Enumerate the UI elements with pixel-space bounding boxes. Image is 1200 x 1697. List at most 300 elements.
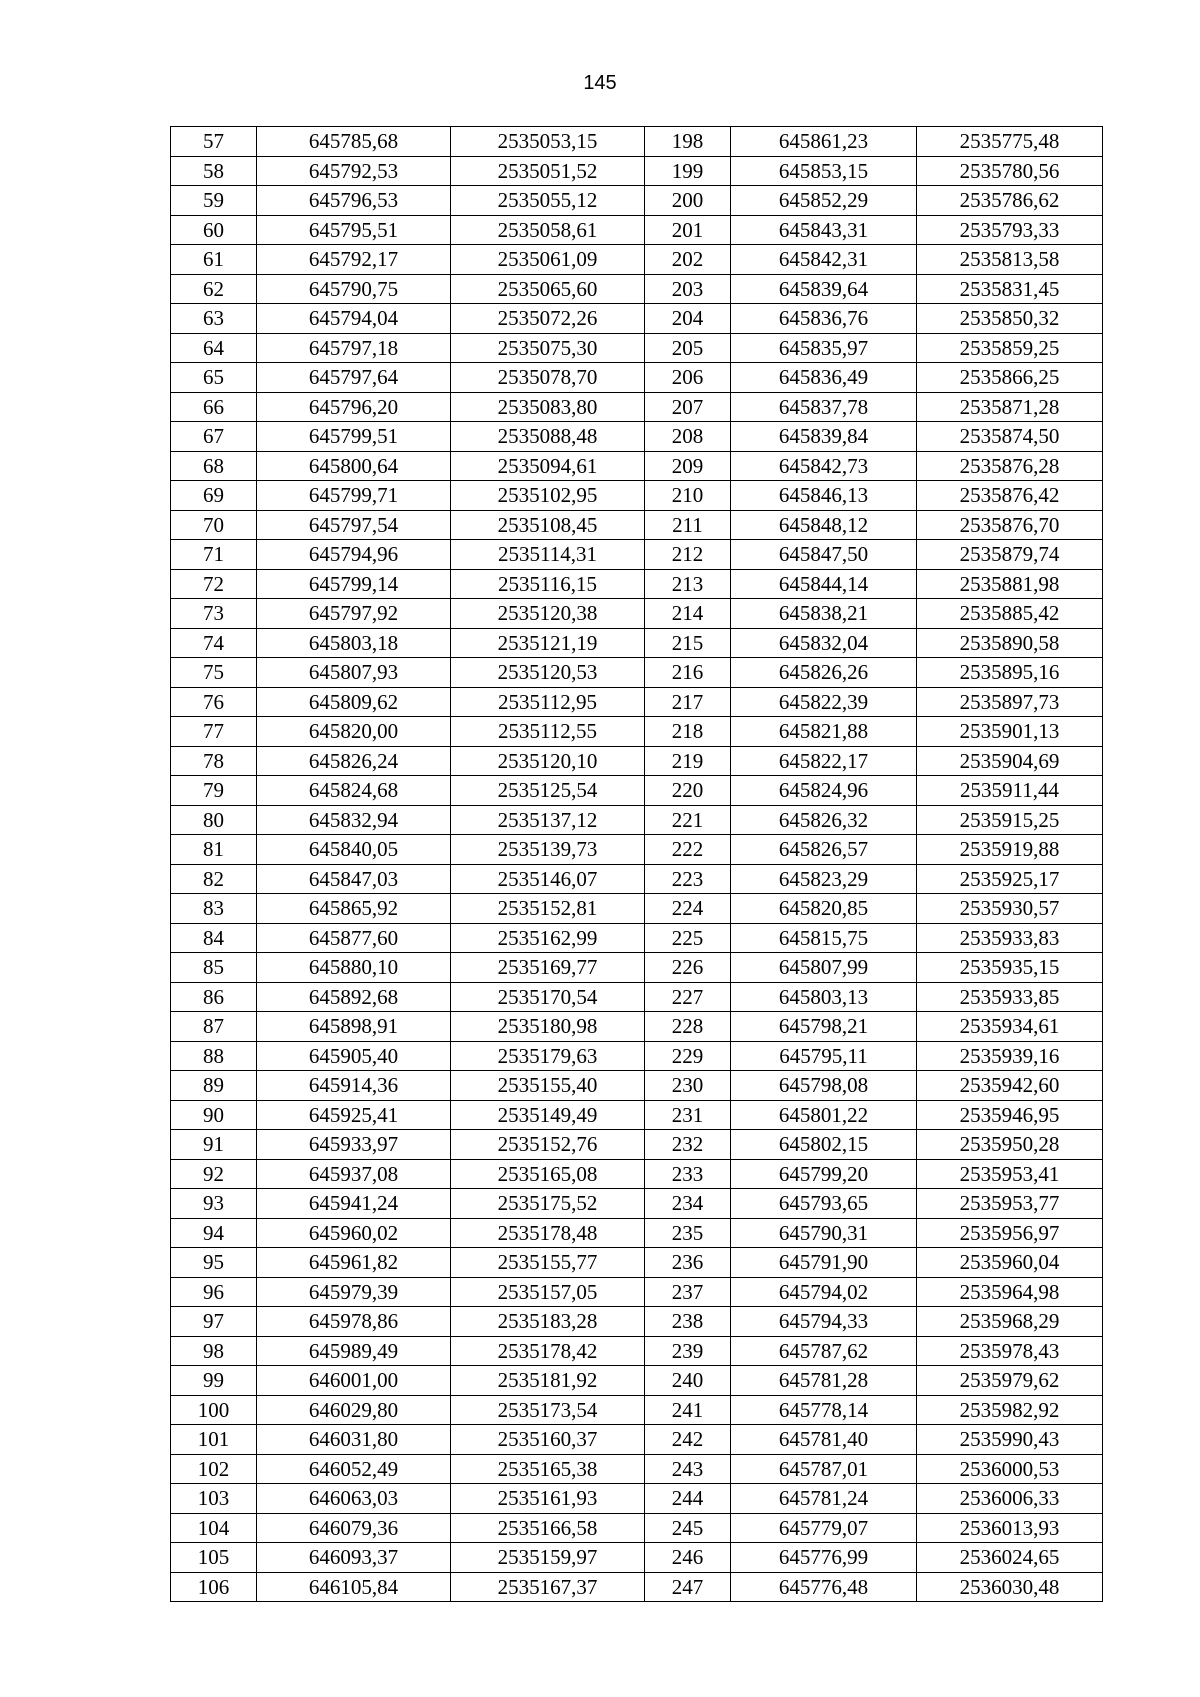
point-number-cell: 101 xyxy=(171,1425,257,1455)
y-coordinate-cell: 2535874,50 xyxy=(917,422,1103,452)
point-number-cell: 93 xyxy=(171,1189,257,1219)
y-coordinate-cell: 2536024,65 xyxy=(917,1543,1103,1573)
y-coordinate-cell: 2535179,63 xyxy=(451,1041,645,1071)
y-coordinate-cell: 2535120,53 xyxy=(451,658,645,688)
point-number-cell: 223 xyxy=(645,864,731,894)
x-coordinate-cell: 645787,01 xyxy=(731,1454,917,1484)
y-coordinate-cell: 2535930,57 xyxy=(917,894,1103,924)
x-coordinate-cell: 645832,04 xyxy=(731,628,917,658)
y-coordinate-cell: 2535125,54 xyxy=(451,776,645,806)
y-coordinate-cell: 2535139,73 xyxy=(451,835,645,865)
page-number: 145 xyxy=(583,72,617,94)
x-coordinate-cell: 645960,02 xyxy=(257,1218,451,1248)
y-coordinate-cell: 2535178,48 xyxy=(451,1218,645,1248)
x-coordinate-cell: 645824,68 xyxy=(257,776,451,806)
y-coordinate-cell: 2535152,76 xyxy=(451,1130,645,1160)
y-coordinate-cell: 2535108,45 xyxy=(451,510,645,540)
x-coordinate-cell: 645826,57 xyxy=(731,835,917,865)
table-row xyxy=(171,982,1103,1012)
table-row xyxy=(171,1513,1103,1543)
y-coordinate-cell: 2535901,13 xyxy=(917,717,1103,747)
table-row xyxy=(171,717,1103,747)
point-number-cell: 103 xyxy=(171,1484,257,1514)
y-coordinate-cell: 2535167,37 xyxy=(451,1572,645,1602)
y-coordinate-cell: 2535953,77 xyxy=(917,1189,1103,1219)
point-number-cell: 244 xyxy=(645,1484,731,1514)
x-coordinate-cell: 645836,76 xyxy=(731,304,917,334)
x-coordinate-cell: 645796,53 xyxy=(257,186,451,216)
x-coordinate-cell: 645792,17 xyxy=(257,245,451,275)
table-row xyxy=(171,304,1103,334)
point-number-cell: 99 xyxy=(171,1366,257,1396)
point-number-cell: 71 xyxy=(171,540,257,570)
x-coordinate-cell: 645824,96 xyxy=(731,776,917,806)
x-coordinate-cell: 645795,11 xyxy=(731,1041,917,1071)
point-number-cell: 231 xyxy=(645,1100,731,1130)
table-row xyxy=(171,1484,1103,1514)
point-number-cell: 67 xyxy=(171,422,257,452)
table-row xyxy=(171,1543,1103,1573)
y-coordinate-cell: 2535061,09 xyxy=(451,245,645,275)
x-coordinate-cell: 645797,92 xyxy=(257,599,451,629)
x-coordinate-cell: 645791,90 xyxy=(731,1248,917,1278)
x-coordinate-cell: 645842,73 xyxy=(731,451,917,481)
y-coordinate-cell: 2535065,60 xyxy=(451,274,645,304)
point-number-cell: 106 xyxy=(171,1572,257,1602)
point-number-cell: 219 xyxy=(645,746,731,776)
y-coordinate-cell: 2535121,19 xyxy=(451,628,645,658)
point-number-cell: 61 xyxy=(171,245,257,275)
y-coordinate-cell: 2535831,45 xyxy=(917,274,1103,304)
x-coordinate-cell: 645905,40 xyxy=(257,1041,451,1071)
y-coordinate-cell: 2535911,44 xyxy=(917,776,1103,806)
y-coordinate-cell: 2535942,60 xyxy=(917,1071,1103,1101)
x-coordinate-cell: 645794,33 xyxy=(731,1307,917,1337)
y-coordinate-cell: 2535946,95 xyxy=(917,1100,1103,1130)
point-number-cell: 239 xyxy=(645,1336,731,1366)
table-row xyxy=(171,127,1103,157)
point-number-cell: 90 xyxy=(171,1100,257,1130)
x-coordinate-cell: 645861,23 xyxy=(731,127,917,157)
point-number-cell: 87 xyxy=(171,1012,257,1042)
point-number-cell: 98 xyxy=(171,1336,257,1366)
y-coordinate-cell: 2535175,52 xyxy=(451,1189,645,1219)
x-coordinate-cell: 645832,94 xyxy=(257,805,451,835)
y-coordinate-cell: 2535866,25 xyxy=(917,363,1103,393)
point-number-cell: 88 xyxy=(171,1041,257,1071)
y-coordinate-cell: 2535915,25 xyxy=(917,805,1103,835)
point-number-cell: 213 xyxy=(645,569,731,599)
table-row xyxy=(171,1100,1103,1130)
point-number-cell: 202 xyxy=(645,245,731,275)
x-coordinate-cell: 646052,49 xyxy=(257,1454,451,1484)
y-coordinate-cell: 2535876,28 xyxy=(917,451,1103,481)
point-number-cell: 228 xyxy=(645,1012,731,1042)
point-number-cell: 105 xyxy=(171,1543,257,1573)
point-number-cell: 96 xyxy=(171,1277,257,1307)
x-coordinate-cell: 646079,36 xyxy=(257,1513,451,1543)
x-coordinate-cell: 645880,10 xyxy=(257,953,451,983)
point-number-cell: 73 xyxy=(171,599,257,629)
x-coordinate-cell: 645933,97 xyxy=(257,1130,451,1160)
y-coordinate-cell: 2535786,62 xyxy=(917,186,1103,216)
x-coordinate-cell: 645785,68 xyxy=(257,127,451,157)
y-coordinate-cell: 2535919,88 xyxy=(917,835,1103,865)
point-number-cell: 210 xyxy=(645,481,731,511)
y-coordinate-cell: 2535083,80 xyxy=(451,392,645,422)
table-row xyxy=(171,1071,1103,1101)
point-number-cell: 221 xyxy=(645,805,731,835)
y-coordinate-cell: 2535181,92 xyxy=(451,1366,645,1396)
y-coordinate-cell: 2535053,15 xyxy=(451,127,645,157)
table-row xyxy=(171,1012,1103,1042)
y-coordinate-cell: 2535116,15 xyxy=(451,569,645,599)
x-coordinate-cell: 645803,13 xyxy=(731,982,917,1012)
x-coordinate-cell: 645961,82 xyxy=(257,1248,451,1278)
x-coordinate-cell: 645925,41 xyxy=(257,1100,451,1130)
x-coordinate-cell: 645978,86 xyxy=(257,1307,451,1337)
x-coordinate-cell: 645821,88 xyxy=(731,717,917,747)
x-coordinate-cell: 645941,24 xyxy=(257,1189,451,1219)
x-coordinate-cell: 645843,31 xyxy=(731,215,917,245)
table-row xyxy=(171,392,1103,422)
point-number-cell: 216 xyxy=(645,658,731,688)
table-row xyxy=(171,658,1103,688)
x-coordinate-cell: 645847,50 xyxy=(731,540,917,570)
point-number-cell: 247 xyxy=(645,1572,731,1602)
y-coordinate-cell: 2535178,42 xyxy=(451,1336,645,1366)
y-coordinate-cell: 2535982,92 xyxy=(917,1395,1103,1425)
y-coordinate-cell: 2535169,77 xyxy=(451,953,645,983)
x-coordinate-cell: 645803,18 xyxy=(257,628,451,658)
y-coordinate-cell: 2535102,95 xyxy=(451,481,645,511)
x-coordinate-cell: 645807,99 xyxy=(731,953,917,983)
x-coordinate-cell: 645781,40 xyxy=(731,1425,917,1455)
y-coordinate-cell: 2535935,15 xyxy=(917,953,1103,983)
point-number-cell: 220 xyxy=(645,776,731,806)
y-coordinate-cell: 2535990,43 xyxy=(917,1425,1103,1455)
table-row xyxy=(171,1189,1103,1219)
point-number-cell: 60 xyxy=(171,215,257,245)
point-number-cell: 57 xyxy=(171,127,257,157)
y-coordinate-cell: 2535925,17 xyxy=(917,864,1103,894)
x-coordinate-cell: 645826,26 xyxy=(731,658,917,688)
x-coordinate-cell: 646093,37 xyxy=(257,1543,451,1573)
point-number-cell: 241 xyxy=(645,1395,731,1425)
point-number-cell: 100 xyxy=(171,1395,257,1425)
x-coordinate-cell: 645776,99 xyxy=(731,1543,917,1573)
x-coordinate-cell: 645989,49 xyxy=(257,1336,451,1366)
y-coordinate-cell: 2535157,05 xyxy=(451,1277,645,1307)
y-coordinate-cell: 2535058,61 xyxy=(451,215,645,245)
table-row xyxy=(171,510,1103,540)
x-coordinate-cell: 645865,92 xyxy=(257,894,451,924)
point-number-cell: 104 xyxy=(171,1513,257,1543)
x-coordinate-cell: 645797,64 xyxy=(257,363,451,393)
y-coordinate-cell: 2535964,98 xyxy=(917,1277,1103,1307)
x-coordinate-cell: 645835,97 xyxy=(731,333,917,363)
y-coordinate-cell: 2535933,85 xyxy=(917,982,1103,1012)
x-coordinate-cell: 645846,13 xyxy=(731,481,917,511)
point-number-cell: 226 xyxy=(645,953,731,983)
x-coordinate-cell: 645815,75 xyxy=(731,923,917,953)
point-number-cell: 233 xyxy=(645,1159,731,1189)
y-coordinate-cell: 2535114,31 xyxy=(451,540,645,570)
x-coordinate-cell: 645798,21 xyxy=(731,1012,917,1042)
table-row xyxy=(171,805,1103,835)
x-coordinate-cell: 645807,93 xyxy=(257,658,451,688)
x-coordinate-cell: 646001,00 xyxy=(257,1366,451,1396)
table-row xyxy=(171,923,1103,953)
coordinates-table-body xyxy=(171,127,1103,1602)
table-row xyxy=(171,1336,1103,1366)
point-number-cell: 206 xyxy=(645,363,731,393)
point-number-cell: 72 xyxy=(171,569,257,599)
point-number-cell: 85 xyxy=(171,953,257,983)
y-coordinate-cell: 2535953,41 xyxy=(917,1159,1103,1189)
x-coordinate-cell: 645826,24 xyxy=(257,746,451,776)
table-row xyxy=(171,245,1103,275)
y-coordinate-cell: 2535149,49 xyxy=(451,1100,645,1130)
point-number-cell: 240 xyxy=(645,1366,731,1396)
table-row xyxy=(171,1218,1103,1248)
x-coordinate-cell: 646031,80 xyxy=(257,1425,451,1455)
x-coordinate-cell: 646063,03 xyxy=(257,1484,451,1514)
y-coordinate-cell: 2535120,10 xyxy=(451,746,645,776)
point-number-cell: 225 xyxy=(645,923,731,953)
y-coordinate-cell: 2535859,25 xyxy=(917,333,1103,363)
point-number-cell: 215 xyxy=(645,628,731,658)
point-number-cell: 246 xyxy=(645,1543,731,1573)
x-coordinate-cell: 645898,91 xyxy=(257,1012,451,1042)
coordinates-table xyxy=(170,126,1103,1602)
y-coordinate-cell: 2535897,73 xyxy=(917,687,1103,717)
point-number-cell: 199 xyxy=(645,156,731,186)
y-coordinate-cell: 2535112,95 xyxy=(451,687,645,717)
x-coordinate-cell: 645799,14 xyxy=(257,569,451,599)
point-number-cell: 58 xyxy=(171,156,257,186)
x-coordinate-cell: 645802,15 xyxy=(731,1130,917,1160)
y-coordinate-cell: 2535161,93 xyxy=(451,1484,645,1514)
x-coordinate-cell: 645839,84 xyxy=(731,422,917,452)
y-coordinate-cell: 2535968,29 xyxy=(917,1307,1103,1337)
x-coordinate-cell: 645937,08 xyxy=(257,1159,451,1189)
point-number-cell: 89 xyxy=(171,1071,257,1101)
y-coordinate-cell: 2535950,28 xyxy=(917,1130,1103,1160)
table-row xyxy=(171,864,1103,894)
point-number-cell: 84 xyxy=(171,923,257,953)
point-number-cell: 92 xyxy=(171,1159,257,1189)
point-number-cell: 237 xyxy=(645,1277,731,1307)
point-number-cell: 63 xyxy=(171,304,257,334)
x-coordinate-cell: 645847,03 xyxy=(257,864,451,894)
point-number-cell: 201 xyxy=(645,215,731,245)
table-row xyxy=(171,363,1103,393)
y-coordinate-cell: 2535072,26 xyxy=(451,304,645,334)
x-coordinate-cell: 645836,49 xyxy=(731,363,917,393)
point-number-cell: 224 xyxy=(645,894,731,924)
x-coordinate-cell: 645839,64 xyxy=(731,274,917,304)
point-number-cell: 79 xyxy=(171,776,257,806)
table-row xyxy=(171,599,1103,629)
x-coordinate-cell: 645842,31 xyxy=(731,245,917,275)
x-coordinate-cell: 645790,75 xyxy=(257,274,451,304)
x-coordinate-cell: 646029,80 xyxy=(257,1395,451,1425)
x-coordinate-cell: 645892,68 xyxy=(257,982,451,1012)
table-row xyxy=(171,1572,1103,1602)
x-coordinate-cell: 645790,31 xyxy=(731,1218,917,1248)
y-coordinate-cell: 2535051,52 xyxy=(451,156,645,186)
table-row xyxy=(171,776,1103,806)
table-row xyxy=(171,333,1103,363)
x-coordinate-cell: 646105,84 xyxy=(257,1572,451,1602)
y-coordinate-cell: 2535155,40 xyxy=(451,1071,645,1101)
x-coordinate-cell: 645794,04 xyxy=(257,304,451,334)
x-coordinate-cell: 645820,85 xyxy=(731,894,917,924)
point-number-cell: 214 xyxy=(645,599,731,629)
x-coordinate-cell: 645781,28 xyxy=(731,1366,917,1396)
y-coordinate-cell: 2535895,16 xyxy=(917,658,1103,688)
point-number-cell: 66 xyxy=(171,392,257,422)
x-coordinate-cell: 645797,18 xyxy=(257,333,451,363)
y-coordinate-cell: 2535879,74 xyxy=(917,540,1103,570)
y-coordinate-cell: 2535159,97 xyxy=(451,1543,645,1573)
point-number-cell: 94 xyxy=(171,1218,257,1248)
y-coordinate-cell: 2535850,32 xyxy=(917,304,1103,334)
table-row xyxy=(171,1159,1103,1189)
point-number-cell: 82 xyxy=(171,864,257,894)
table-row xyxy=(171,1395,1103,1425)
y-coordinate-cell: 2535775,48 xyxy=(917,127,1103,157)
x-coordinate-cell: 645793,65 xyxy=(731,1189,917,1219)
x-coordinate-cell: 645779,07 xyxy=(731,1513,917,1543)
x-coordinate-cell: 645979,39 xyxy=(257,1277,451,1307)
x-coordinate-cell: 645794,96 xyxy=(257,540,451,570)
point-number-cell: 102 xyxy=(171,1454,257,1484)
x-coordinate-cell: 645781,24 xyxy=(731,1484,917,1514)
table-row xyxy=(171,1248,1103,1278)
table-row xyxy=(171,1307,1103,1337)
point-number-cell: 77 xyxy=(171,717,257,747)
y-coordinate-cell: 2535890,58 xyxy=(917,628,1103,658)
point-number-cell: 208 xyxy=(645,422,731,452)
y-coordinate-cell: 2535112,55 xyxy=(451,717,645,747)
y-coordinate-cell: 2535075,30 xyxy=(451,333,645,363)
y-coordinate-cell: 2535960,04 xyxy=(917,1248,1103,1278)
point-number-cell: 238 xyxy=(645,1307,731,1337)
point-number-cell: 62 xyxy=(171,274,257,304)
y-coordinate-cell: 2535881,98 xyxy=(917,569,1103,599)
point-number-cell: 198 xyxy=(645,127,731,157)
point-number-cell: 78 xyxy=(171,746,257,776)
x-coordinate-cell: 645795,51 xyxy=(257,215,451,245)
y-coordinate-cell: 2535088,48 xyxy=(451,422,645,452)
point-number-cell: 235 xyxy=(645,1218,731,1248)
table-row xyxy=(171,835,1103,865)
y-coordinate-cell: 2535979,62 xyxy=(917,1366,1103,1396)
y-coordinate-cell: 2535173,54 xyxy=(451,1395,645,1425)
table-row xyxy=(171,451,1103,481)
y-coordinate-cell: 2535166,58 xyxy=(451,1513,645,1543)
point-number-cell: 236 xyxy=(645,1248,731,1278)
point-number-cell: 212 xyxy=(645,540,731,570)
x-coordinate-cell: 645776,48 xyxy=(731,1572,917,1602)
x-coordinate-cell: 645840,05 xyxy=(257,835,451,865)
table-row xyxy=(171,540,1103,570)
y-coordinate-cell: 2535170,54 xyxy=(451,982,645,1012)
y-coordinate-cell: 2535165,38 xyxy=(451,1454,645,1484)
point-number-cell: 230 xyxy=(645,1071,731,1101)
y-coordinate-cell: 2535055,12 xyxy=(451,186,645,216)
point-number-cell: 243 xyxy=(645,1454,731,1484)
point-number-cell: 209 xyxy=(645,451,731,481)
y-coordinate-cell: 2535078,70 xyxy=(451,363,645,393)
x-coordinate-cell: 645820,00 xyxy=(257,717,451,747)
x-coordinate-cell: 645823,29 xyxy=(731,864,917,894)
y-coordinate-cell: 2535780,56 xyxy=(917,156,1103,186)
x-coordinate-cell: 645798,08 xyxy=(731,1071,917,1101)
table-row xyxy=(171,1277,1103,1307)
point-number-cell: 86 xyxy=(171,982,257,1012)
x-coordinate-cell: 645809,62 xyxy=(257,687,451,717)
table-row xyxy=(171,422,1103,452)
point-number-cell: 227 xyxy=(645,982,731,1012)
x-coordinate-cell: 645914,36 xyxy=(257,1071,451,1101)
table-row xyxy=(171,481,1103,511)
x-coordinate-cell: 645852,29 xyxy=(731,186,917,216)
y-coordinate-cell: 2536000,53 xyxy=(917,1454,1103,1484)
y-coordinate-cell: 2535183,28 xyxy=(451,1307,645,1337)
y-coordinate-cell: 2535934,61 xyxy=(917,1012,1103,1042)
y-coordinate-cell: 2535180,98 xyxy=(451,1012,645,1042)
table-row xyxy=(171,186,1103,216)
x-coordinate-cell: 645799,51 xyxy=(257,422,451,452)
x-coordinate-cell: 645799,20 xyxy=(731,1159,917,1189)
x-coordinate-cell: 645794,02 xyxy=(731,1277,917,1307)
x-coordinate-cell: 645778,14 xyxy=(731,1395,917,1425)
point-number-cell: 97 xyxy=(171,1307,257,1337)
y-coordinate-cell: 2535876,70 xyxy=(917,510,1103,540)
table-row xyxy=(171,953,1103,983)
point-number-cell: 69 xyxy=(171,481,257,511)
point-number-cell: 80 xyxy=(171,805,257,835)
table-row xyxy=(171,628,1103,658)
y-coordinate-cell: 2535876,42 xyxy=(917,481,1103,511)
point-number-cell: 245 xyxy=(645,1513,731,1543)
x-coordinate-cell: 645853,15 xyxy=(731,156,917,186)
x-coordinate-cell: 645799,71 xyxy=(257,481,451,511)
y-coordinate-cell: 2535939,16 xyxy=(917,1041,1103,1071)
table-row xyxy=(171,1041,1103,1071)
point-number-cell: 81 xyxy=(171,835,257,865)
table-row xyxy=(171,1366,1103,1396)
y-coordinate-cell: 2535165,08 xyxy=(451,1159,645,1189)
x-coordinate-cell: 645822,17 xyxy=(731,746,917,776)
y-coordinate-cell: 2536006,33 xyxy=(917,1484,1103,1514)
point-number-cell: 204 xyxy=(645,304,731,334)
point-number-cell: 64 xyxy=(171,333,257,363)
point-number-cell: 234 xyxy=(645,1189,731,1219)
y-coordinate-cell: 2535871,28 xyxy=(917,392,1103,422)
x-coordinate-cell: 645801,22 xyxy=(731,1100,917,1130)
point-number-cell: 74 xyxy=(171,628,257,658)
point-number-cell: 222 xyxy=(645,835,731,865)
table-row xyxy=(171,1454,1103,1484)
y-coordinate-cell: 2535152,81 xyxy=(451,894,645,924)
point-number-cell: 229 xyxy=(645,1041,731,1071)
x-coordinate-cell: 645787,62 xyxy=(731,1336,917,1366)
y-coordinate-cell: 2535904,69 xyxy=(917,746,1103,776)
